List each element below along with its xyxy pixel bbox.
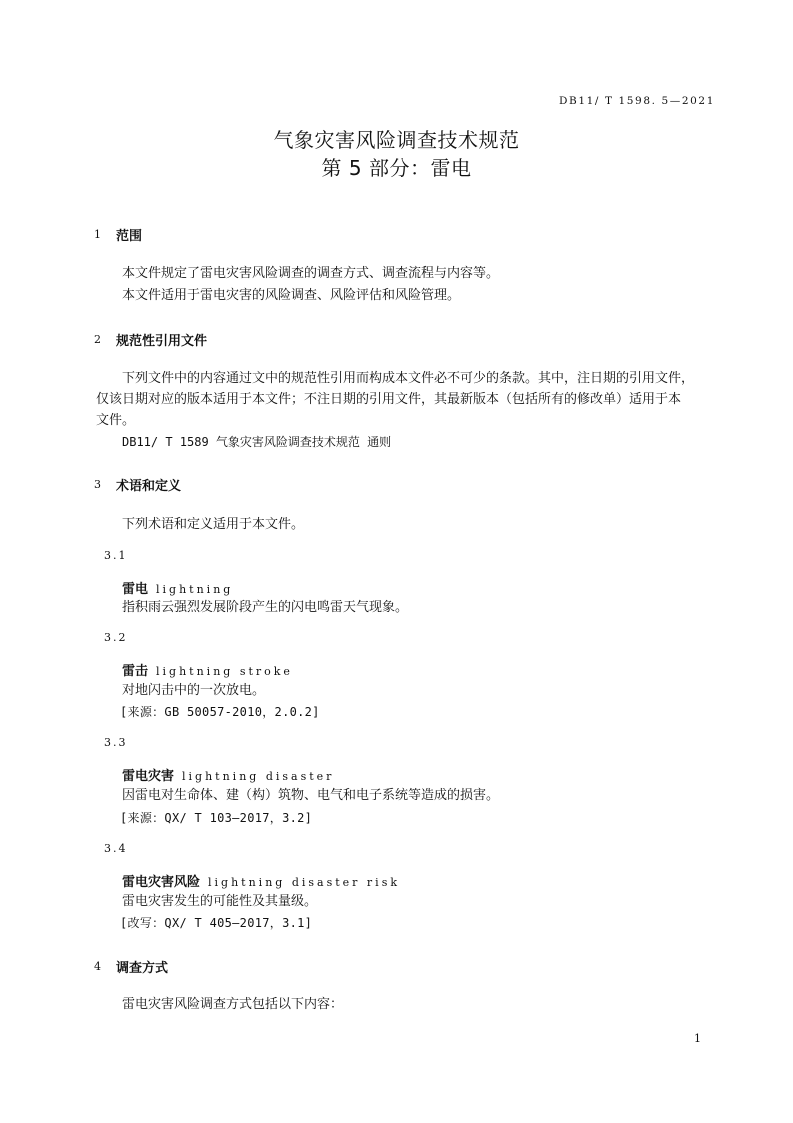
term-chinese: 雷击	[122, 664, 149, 679]
term-definition: 因雷电对生命体、建（构）筑物、电气和电子系统等造成的损害。	[122, 788, 500, 803]
term-definition: 雷电灾害发生的可能性及其量级。	[122, 894, 318, 909]
section-2-paragraph-line-1: 下列文件中的内容通过文中的规范性引用而构成本文件必不可少的条款。其中，注日期的引用文件，	[122, 371, 695, 386]
section-4-number: 4	[94, 960, 101, 973]
section-1-title: 范围	[116, 229, 143, 244]
section-3-title: 术语和定义	[116, 479, 182, 494]
term-number: 3.4	[104, 842, 128, 855]
document-subtitle: 第 5 部分：雷电	[321, 156, 472, 180]
section-3-intro: 下列术语和定义适用于本文件。	[122, 517, 305, 532]
term-source: [来源：QX/ T 103—2017，3.2]	[120, 811, 313, 825]
section-2-paragraph-line-3: 文件。	[96, 413, 136, 428]
term-english: lightning	[156, 583, 234, 596]
section-1-paragraph-1: 本文件规定了雷电灾害风险调查的调查方式、调查流程与内容等。	[122, 266, 500, 281]
section-4-paragraph-1: 雷电灾害风险调查方式包括以下内容：	[122, 997, 344, 1012]
section-1-paragraph-2: 本文件适用于雷电灾害的风险调查、风险评估和风险管理。	[122, 288, 461, 303]
page-number: 1	[694, 1032, 701, 1045]
term-definition: 对地闪击中的一次放电。	[122, 683, 266, 698]
term-english: lightning stroke	[156, 665, 293, 678]
section-3-number: 3	[94, 478, 101, 491]
section-1-number: 1	[94, 228, 101, 241]
term-chinese: 雷电灾害	[122, 769, 175, 784]
term-number: 3.3	[104, 736, 128, 749]
term-heading	[122, 578, 233, 597]
normative-reference: DB11/ T 1589 气象灾害风险调查技术规范 通则	[122, 435, 392, 449]
term-heading	[122, 660, 293, 679]
term-source: [来源：GB 50057-2010，2.0.2]	[120, 705, 320, 719]
term-definition: 指积雨云强烈发展阶段产生的闪电鸣雷天气现象。	[122, 600, 409, 615]
term-english: lightning disaster	[182, 770, 335, 783]
term-english: lightning disaster risk	[208, 876, 401, 889]
term-heading	[122, 765, 334, 784]
section-2-paragraph-line-2: 仅该日期对应的版本适用于本文件；不注日期的引用文件，其最新版本（包括所有的修改单）适用于本	[96, 392, 682, 407]
term-chinese: 雷电灾害风险	[122, 875, 201, 890]
term-number: 3.1	[104, 549, 128, 562]
term-number: 3.2	[104, 631, 128, 644]
term-source: [改写：QX/ T 405—2017，3.1]	[120, 916, 313, 930]
document-title: 气象灾害风险调查技术规范	[273, 128, 520, 152]
section-2-number: 2	[94, 333, 101, 346]
section-2-title: 规范性引用文件	[116, 334, 208, 349]
term-chinese: 雷电	[122, 582, 149, 597]
document-code: DB11/ T 1598. 5—2021	[558, 95, 715, 107]
section-4-title: 调查方式	[116, 961, 169, 976]
term-heading	[122, 871, 400, 890]
